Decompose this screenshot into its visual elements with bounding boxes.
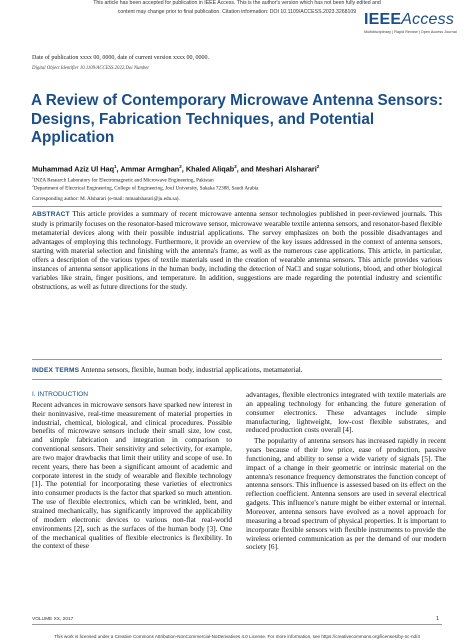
logo-ieee-text: IEEE <box>364 11 402 28</box>
author-4: , and Meshari Alsharari <box>236 164 317 174</box>
ieee-access-logo <box>364 12 472 34</box>
abstract-heading: ABSTRACT <box>32 211 70 218</box>
affiliation-2-marker: 2 <box>32 184 34 188</box>
abstract-block <box>32 210 442 292</box>
volume-label: VOLUME XX, 2017 <box>32 617 74 622</box>
author-1: Muhammad Aziz Ul Haq <box>32 164 115 174</box>
author-list <box>32 164 442 173</box>
logo-tagline: Multidisciplinary | Rapid Review | Open Access Journal <box>364 30 457 34</box>
notice-line-1: This article has been accepted for publication in IEEE Access. This is the author's version which has not been fully edited and <box>93 0 381 6</box>
intro-paragraph-2: The popularity of antenna sensors has increased rapidly in recent years because of their low price, ease of production, passive functioning, and ability to sense a wide variety of signals [5]. The impact of a change in their geometric or intrinsic material on the antenna's resonance frequency demonstrates the function concept of antenna sensors. This influence is assessed based on its effect on the reflection coefficient. Antenna sensors are used in several electrical gadgets. This influence's nature might be either external or internal. Moreover, antenna sensors have evolved as a novel approach for measuring a broad spectrum of physical properties. It is important to incorporate flexible sensors with flexible instruments to provide the wireless oriented communication as per the demand of our modern society [6]. <box>246 436 447 552</box>
affiliation-1 <box>32 176 214 184</box>
affiliation-2 <box>32 184 258 192</box>
right-column <box>246 391 446 554</box>
author-3: , Khaled Aliqab <box>181 164 235 174</box>
intro-paragraph-1: Recent advances in microwave sensors have sparked new interest in their noninvasive, real-time measurement of material properties in industrial, chemical, biological, and clinical procedures. Possible benefits of microwave sensors include their small size, low cost, and simple fabrication and integration in comparison to conventional sensors. Their sensitivity and selectivity, for example, are two major drawbacks that limit their utility and scope of use. In recent years, there has been a significant amount of academic and corporate interest in the study of wearable and flexible technology [1]. The potential for incorporating these varieties of electronics into consumer products is the factor that sparked so much attention. The use of flexible electronics, which can be wrinkled, bent, and strained mechanically, has significantly improved the applicability of modern electronic devices to various non-flat real-world environments [2], such as the surfaces of the human body [3]. One of the mechanical qualities of flexible electronics is flexibility. In the context of these <box>32 399 232 551</box>
affiliation-1-text: INZA Research Laboratory for Electromagnetic and Microwave Engineering, Pakistan <box>33 177 214 184</box>
index-terms-heading: INDEX TERMS <box>32 367 80 374</box>
index-terms-block <box>32 366 442 374</box>
corresponding-author: Corresponding author: M. Alsharari (e-mail: mmaalsharari@ju.edu.sa). <box>32 196 180 202</box>
author-4-affil: 2 <box>316 164 320 169</box>
author-2: , Ammar Armghan <box>116 164 180 174</box>
logo-access-text: Access <box>401 11 455 28</box>
section-heading-introduction: I. INTRODUCTION <box>32 391 89 398</box>
index-terms-bottom-rule <box>32 379 442 380</box>
page-number: 1 <box>436 616 440 622</box>
abstract-top-rule <box>32 206 442 207</box>
index-terms-text: Antenna sensors, flexible, human body, industrial applications, metamaterial. <box>80 366 303 374</box>
left-column <box>32 391 232 553</box>
abstract-text: This article provides a summary of recent microwave antenna sensor technologies published in peer-reviewed journals. This study is primarily focuses on the resonator-based microwave sensor, microwave wearable textile antenna sensors, and resonator-based flexible metamaterial devices along with their possible industrial applications. The survey emphasizes on both the possible disadvantages and advantages of employing this technology. Furthermore, it provide an overview of the key issues addressed in the context of antenna sensors, starting with material selection and finishing with the antenna's frame, as well as the numerous case applications. This article, in particular, offers a description of the various types of textile materials used in the creation of wearable antenna sensors. This article provides various instances of antenna sensor applications in the human body, including the detection of NaCl and sugar solutions, blood, and other biological variables like strain, finger positions, and temperature. In addition, suggestions are made regarding the potential industry and scientific obstructions, as well as future directions for the study. <box>32 210 442 291</box>
publication-dates: Date of publication xxxx 00, 0000, date of current version xxxx 00, 0000. <box>32 55 209 61</box>
paper-title: A Review of Contemporary Microwave Antenna Sensors: Designs, Fabrication Techniques, and Potential Application <box>31 92 443 146</box>
notice-line-2: content may change prior to final publication. Citation information: DOI 10.1109/ACCESS.2023.3268109 <box>117 9 357 15</box>
doi-line: Digital Object Identifier 10.1109/ACCESS.2022.Doi Number <box>32 66 150 71</box>
index-terms-top-rule <box>32 359 442 360</box>
author-3-affil: 2 <box>234 164 237 169</box>
intro-paragraph-1-continued: advantages, flexible electronics integrated with textile materials are an appealing technology for enhancing the future generation of consumer electronics. These advantages include simple manufacturing, lightweight, low-cost flexible substrates, and reduced production costs overall [4]. <box>246 390 446 435</box>
affiliation-1-marker: 1 <box>32 176 34 180</box>
author-2-affil: 2 <box>179 164 182 169</box>
footer-rule <box>32 624 442 625</box>
author-1-affil: 1 <box>114 164 117 169</box>
affiliation-2-text: Department of Electrical Engineering, College of Engineering, Jouf University, Sakaka 72388, Saudi Arabia <box>33 185 259 192</box>
license-notice: This work is licensed under a Creative Commons Attribution-NonCommercial-NoDerivatives 4.0 License. For more information, see https://creativecommons.org/licenses/by-nc-nd/4 <box>54 634 420 639</box>
logo-wordmark <box>364 12 472 28</box>
